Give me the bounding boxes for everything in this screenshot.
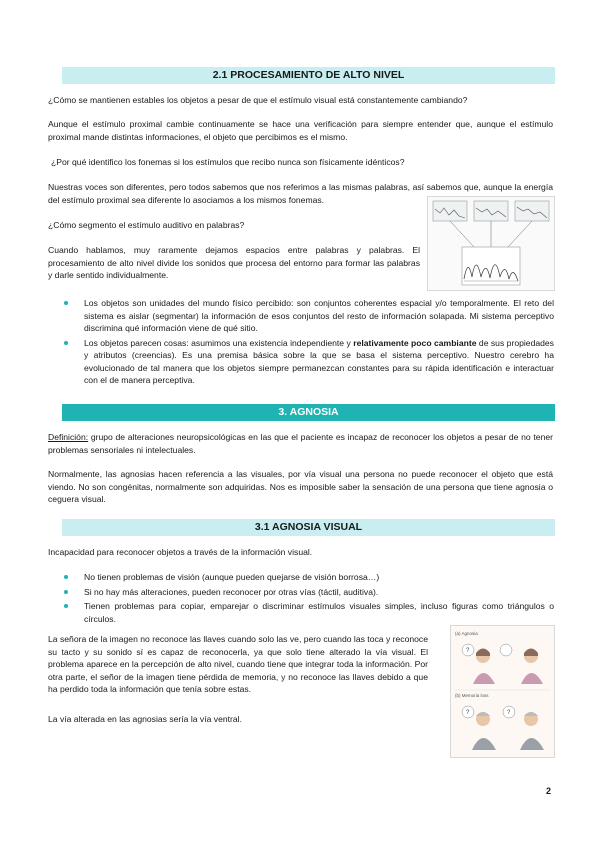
svg-text:?: ? xyxy=(507,710,511,716)
agnosia-paragraph: Normalmente, las agnosias hacen referencia a las visuales, por vía visual una persona no puede reconocer el objeto que está viendo. No son congénitas, normalmente son adquiridas. Nos es imposible saber la sensación de una persona que tiene agnosia o ceguera visual. xyxy=(48,469,553,504)
svg-text:?: ? xyxy=(466,710,470,716)
bullet-item xyxy=(62,337,554,387)
waveform-diagram xyxy=(428,197,554,290)
bullet-text: Si no hay más alteraciones, pueden reconocer por otras vías (táctil, auditiva). xyxy=(84,586,379,597)
bullet-text: Tienen problemas para copiar, emparejar o discriminar estímulos visuales simples, incluso figuras como triángulos o círculos. xyxy=(84,601,554,624)
agnosia-scene xyxy=(451,626,554,757)
section-heading-3: 3. AGNOSIA xyxy=(62,404,555,421)
bullet-text: No tienen problemas de visión (aunque pueden quejarse de visión borrosa…) xyxy=(84,572,380,582)
bullet-text: Los objetos son unidades del mundo físico percibido: son conjuntos coherentes espacial y/o temporalmente. El reto del sistema es aislar (segmentar) la información de esos conjuntos del resto de información solapada. Mi sistema perceptivo discrimina qué información viene de qué sitio. xyxy=(84,298,554,333)
bullet-item xyxy=(62,571,554,584)
visual-agnosia-bullet-list xyxy=(62,571,554,627)
bullet-item xyxy=(62,600,554,625)
section-heading-3-1: 3.1 AGNOSIA VISUAL xyxy=(62,519,555,536)
figure-label-b: (b) Memoria loss xyxy=(455,693,489,698)
svg-text:?: ? xyxy=(466,648,470,654)
answer-1: Aunque el estímulo proximal cambie continuamente se hace una verificación para siempre entender que, aunque el estímulo proximal mande distintas informaciones, el objeto que percibimos es el mismo. xyxy=(48,119,553,142)
bullet-text-post: de sus propiedades y atributos (creencias). Es una premisa básica sobre la que se basa el sistema perceptivo. Nuestro cerebro ha evolucionado de tal manera que los objetos siempre permanezcan constantes para su rápida identificación e interactuar con el de manera perceptiva. xyxy=(84,337,554,385)
agnosia-illustration xyxy=(450,625,555,758)
definition-text: grupo de alteraciones neuropsicológicas en las que el paciente es incapaz de reconocer los objetos a pesar de no tener problemas sensoriales ni intelectuales. xyxy=(48,432,553,455)
question-1: ¿Cómo se mantienen estables los objetos a pesar de que el estímulo visual está constantemente cambiando? xyxy=(48,95,468,105)
objects-bullet-list xyxy=(62,297,554,389)
answer-3: Cuando hablamos, muy raramente dejamos espacios entre palabras y palabras. El procesamiento de alto nivel divide los sonidos que procesa del entorno para formar las palabras y darle sentido individualmente. xyxy=(48,245,420,280)
bullet-item xyxy=(62,586,554,599)
visual-agnosia-intro: Incapacidad para reconocer objetos a través de la información visual. xyxy=(48,547,313,557)
section-heading-2-1: 2.1 PROCESAMIENTO DE ALTO NIVEL xyxy=(62,67,555,84)
question-3: ¿Cómo segmento el estímulo auditivo en palabras? xyxy=(48,220,245,230)
ventral-pathway-paragraph: La vía alterada en las agnosias sería la vía ventral. xyxy=(48,714,242,724)
definition-label: Definición: xyxy=(48,432,89,442)
bullet-text-pre: Los objetos parecen cosas: asumimos una existencia independiente y xyxy=(84,337,354,348)
page-number: 2 xyxy=(545,786,551,796)
speech-waveform-figure xyxy=(427,196,555,291)
bullet-item xyxy=(62,297,554,335)
keys-example-paragraph: La señora de la imagen no reconoce las llaves cuando solo las ve, pero cuando las toca y reconoce su tacto y su sonido sí es capaz de reconocerla, ya que solo tiene alterado la vía visual. El problema aparece en la percepción de alto nivel, cuando tiene que integrar toda la información. Por otra parte, el señor de la imagen tiene pérdida de memoria, y no reconoce las llaves debido a que ha perdido toda la información que tenía sobre estas. xyxy=(48,634,428,694)
bullet-text-bold: relativamente poco cambiante xyxy=(353,337,477,348)
answer-2: Nuestras voces son diferentes, pero todos sabemos que nos referimos a las mismas palabras, así sabemos que, aunque la energía del estímulo proximal sea diferente lo asociamos a los mismos fonemas. xyxy=(48,182,553,205)
definition-paragraph xyxy=(48,431,553,456)
question-2: ¿Por qué identifico los fonemas si los estímulos que recibo nunca son físicamente idénticos? xyxy=(51,157,405,167)
figure-label-a: (a) Agnosia xyxy=(455,631,478,636)
